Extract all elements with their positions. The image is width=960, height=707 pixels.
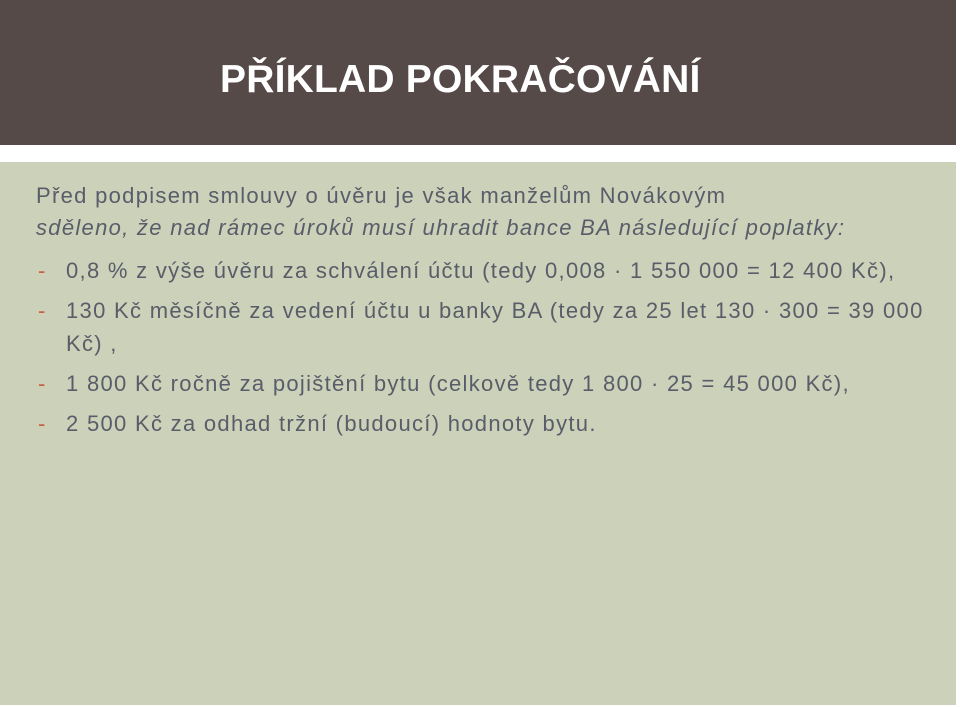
fee-item-insurance xyxy=(36,367,936,400)
bullet-dash: - xyxy=(38,298,47,323)
bullet-dash: - xyxy=(38,258,47,283)
slide-title: PŘÍKLAD POKRAČOVÁNÍ xyxy=(220,58,701,101)
fee-item-valuation xyxy=(36,407,936,440)
fee-item-text: 1 800 Kč ročně za pojištění bytu (celkově tedy 1 800 · 25 = 45 000 Kč), xyxy=(66,371,850,396)
fee-list xyxy=(36,254,936,440)
fee-item-approval xyxy=(36,254,936,287)
content-text xyxy=(36,180,936,447)
bullet-dash: - xyxy=(38,371,47,396)
title-bar xyxy=(0,0,956,145)
fee-item-account xyxy=(36,294,936,360)
intro-plain-text: Před podpisem smlouvy o úvěru je však manželům Novákovým xyxy=(36,183,727,208)
content-panel xyxy=(0,162,956,705)
fee-item-text: 130 Kč měsíčně za vedení účtu u banky BA (tedy za 25 let 130 · 300 = 39 000 Kč) , xyxy=(66,298,924,356)
fee-item-text: 2 500 Kč za odhad tržní (budoucí) hodnoty bytu. xyxy=(66,411,597,436)
intro-paragraph xyxy=(36,180,936,244)
fee-item-text: 0,8 % z výše úvěru za schválení účtu (tedy 0,008 · 1 550 000 = 12 400 Kč), xyxy=(66,258,896,283)
bullet-dash: - xyxy=(38,411,47,436)
intro-italic-text: sděleno, že nad rámec úroků musí uhradit bance BA následující poplatky: xyxy=(36,215,846,240)
